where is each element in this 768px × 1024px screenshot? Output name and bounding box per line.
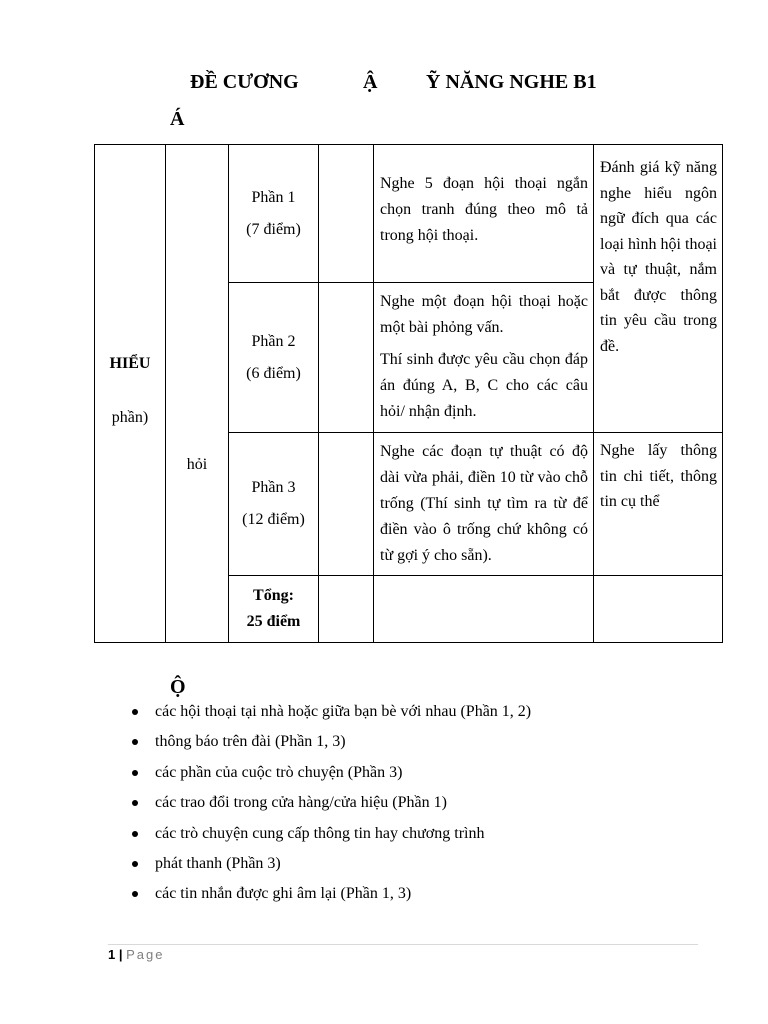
bullet-icon: [132, 709, 138, 715]
question-type-label: hỏi: [186, 456, 208, 473]
page-footer: [108, 946, 165, 964]
document-title: [0, 68, 768, 96]
list-item: [132, 819, 531, 849]
topic-text: phát thanh (Phần 3): [155, 855, 281, 873]
section-a-heading: Á: [170, 108, 185, 130]
part-2-description-text-2: Thí sinh được yêu cầu chọn đáp án đúng A, B, C cho các câu hỏi/ nhận định.: [380, 351, 588, 420]
listening-outline-table: [94, 144, 723, 643]
page-number: 1: [108, 947, 116, 962]
bullet-icon: [132, 800, 138, 806]
topic-text: các trao đổi trong cửa hàng/cửa hiệu (Phần 1): [155, 794, 447, 812]
part-3-description: [374, 433, 594, 576]
question-type-cell: [166, 145, 229, 643]
empty-cell: [319, 433, 374, 576]
page-label: Page: [126, 947, 165, 962]
list-item: [132, 697, 531, 727]
list-item: [132, 849, 531, 879]
bullet-icon: [132, 770, 138, 776]
title-part-3: Ỹ NĂNG NGHE B1: [426, 71, 597, 93]
bullet-icon: [132, 831, 138, 837]
part-1-score: (7 điểm): [246, 220, 301, 238]
table-row-part-1: [95, 145, 723, 283]
total-score-cell: [229, 576, 319, 643]
part-3-description-text: Nghe các đoạn tự thuật có độ dài vừa phải, điền 10 từ vào chỗ trống (Thí sinh tự tìm ra từ để điền vào ô trống chứ không có từ gợi ý cho sẵn).: [380, 443, 588, 564]
objective-part-3-text: Nghe lấy thông tin chi tiết, thông tin cụ thể: [600, 442, 717, 510]
part-3-cell: [229, 433, 319, 576]
empty-cell: [374, 576, 594, 643]
footer-separator: |: [118, 947, 123, 962]
topic-text: các trò chuyện cung cấp thông tin hay chương trình: [155, 824, 485, 842]
part-1-description-text: Nghe 5 đoạn hội thoại ngắn chọn tranh đúng theo mô tả trong hội thoại.: [380, 175, 588, 244]
list-item: [132, 788, 531, 818]
part-2-description: [374, 283, 594, 433]
objective-parts-1-2: [594, 145, 723, 433]
empty-cell: [319, 576, 374, 643]
bullet-icon: [132, 739, 138, 745]
skill-cell: [95, 145, 166, 643]
part-2-name: Phần 2: [251, 332, 296, 350]
list-item: [132, 758, 531, 788]
part-2-cell: [229, 283, 319, 433]
total-score-label: Tổng: 25 điểm: [246, 587, 301, 630]
bullet-icon: [132, 891, 138, 897]
topic-text: các phần của cuộc trò chuyện (Phần 3): [155, 763, 403, 781]
part-3-name: Phần 3: [251, 479, 296, 496]
list-item: [132, 727, 531, 757]
footer-divider: [108, 944, 698, 945]
title-part-2: Ậ: [363, 71, 378, 93]
topic-text: các tin nhắn được ghi âm lại (Phần 1, 3): [155, 885, 412, 903]
bullet-icon: [132, 861, 138, 867]
section-b-heading: Ộ: [170, 676, 186, 698]
part-2-score: (6 điểm): [246, 364, 301, 382]
list-item: [132, 879, 531, 909]
empty-cell: [319, 283, 374, 433]
part-1-cell: [229, 145, 319, 283]
part-3-score: (12 điểm): [242, 511, 305, 528]
title-part-1: ĐỀ CƯƠNG: [190, 71, 299, 93]
part-1-description: [374, 145, 594, 283]
empty-cell: [594, 576, 723, 643]
skill-main-label: HIỂU: [109, 354, 151, 372]
topic-text: các hội thoại tại nhà hoặc giữa bạn bè với nhau (Phần 1, 2): [155, 703, 532, 720]
skill-sub-label: phần): [111, 408, 149, 426]
objective-part-3: [594, 433, 723, 576]
part-1-name: Phần 1: [251, 188, 296, 206]
part-2-description-text-1: Nghe một đoạn hội thoại hoặc một bài phỏng vấn.: [380, 293, 588, 336]
topic-text: thông báo trên đài (Phần 1, 3): [155, 733, 346, 751]
empty-cell: [319, 145, 374, 283]
topic-list: [132, 697, 531, 910]
objective-parts-1-2-text: Đánh giá kỹ năng nghe hiểu ngôn ngữ đích qua các loại hình hội thoại và tự thuật, nắm bắt được thông tin yêu cầu trong đề.: [600, 159, 717, 355]
